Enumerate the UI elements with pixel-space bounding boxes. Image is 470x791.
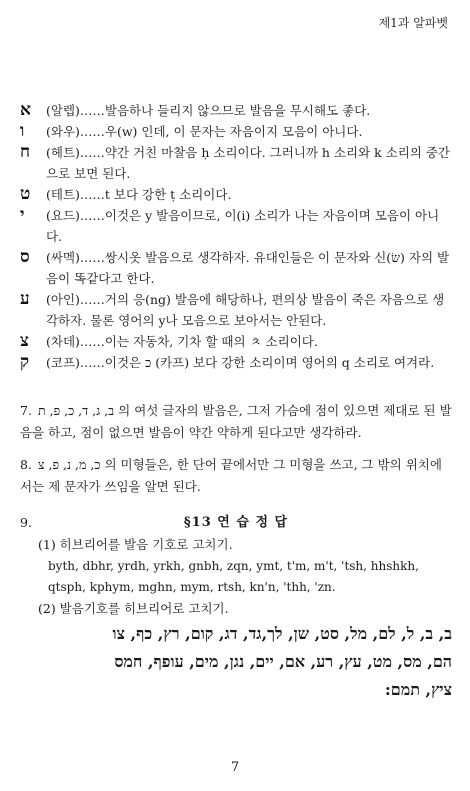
hebrew-letter: א [20,100,31,120]
exercise-1-heading: (1) 히브리어를 발음 기호로 고치기. [38,537,233,552]
paragraph-number: 9. [20,515,32,530]
exercise-2-heading: (2) 발음기호를 히브리어로 고치기. [38,601,229,616]
paragraph-7 [20,400,452,444]
hebrew-line-1: ב, ב, ל, לם, מל, סט, שן, לך,גד, דג, קום, רץ, כף, צו [112,624,452,643]
hebrew-line-3: ציץ, תמם: [384,680,452,699]
paragraph-text: כ, מ, נ, פ, צ 의 미형들은, 한 단어 끝에서만 그 미형을 쓰고, 그 밖의 위치에서는 제 문자가 쓰임을 알면 된다. [20,457,442,494]
entry-text: (아인)……거의 응(ng) 발음에 해당하나, 편의상 발음이 죽은 자음으로 생각하자. 물론 영어의 y나 모음으로 보아서는 안된다. [46,292,445,328]
paragraph-text: ב, ג, ד, כ, פ, ת 의 여섯 글자의 발음은, 그저 가슴에 점이 있으면 제대로 된 발음을 하고, 점이 없으면 발음이 약간 약하게 된다고만 생각하라. [20,403,452,440]
hebrew-letter: ח [20,142,31,162]
page-number: 7 [230,760,240,775]
hebrew-letter: ט [20,184,31,204]
entry-text: (와우)……우(w) 인데, 이 문자는 자음이지 모음이 아니다. [46,124,363,139]
answers-title: §13 연 습 정 답 [183,515,289,530]
entry-ayin [20,289,452,331]
hebrew-letter: צ [20,331,29,351]
section-9-answers [20,512,452,704]
transliteration-line-2: qtsph, kphym, mghn, mym, rtsh, kn'n, 'thh, 'zn. [48,580,336,594]
entry-text: (차데)……이는 자동차, 기차 할 때의 ㅊ 소리이다. [46,334,318,349]
hebrew-letter: ו [20,121,25,141]
entry-tet [20,184,452,205]
letter-entries [20,100,452,373]
entry-text: (코프)……이것은 כ (카프) 보다 강한 소리이며 영어의 q 소리로 여겨라. [46,355,435,370]
paragraph-number: 8. [20,457,32,472]
entry-text: (요드)……이것은 y 발음이므로, 이(i) 소리가 나는 자음이며 모음이 아니다. [46,208,440,244]
entry-yod [20,205,452,247]
transliteration-line-1: byth, dbhr, yrdh, yrkh, gnbh, zqn, ymt, t'm, m't, 'tsh, hhshkh, [48,559,419,573]
entry-samekh [20,247,452,289]
hebrew-letter: ע [20,289,30,309]
hebrew-letter: י [20,205,25,225]
paragraph-8 [20,454,452,498]
entry-het [20,142,452,184]
entry-qof [20,352,452,373]
hebrew-letter: ס [20,247,30,267]
entry-text: (테트)……t 보다 강한 ṭ 소리이다. [46,187,232,202]
paragraph-number: 7. [20,403,32,418]
entry-text: (헤트)……약간 거친 마찰음 ḥ 소리이다. 그러니까 h 소리와 k 소리의 중간으로 보면 된다. [46,145,451,181]
running-header: 제1과 알파벳 [378,16,448,30]
hebrew-letter: ק [20,352,30,372]
entry-tsade [20,331,452,352]
hebrew-line-2: הם, מס, מט, עץ, רע, אם, יים, נגן, מים, עופף, חמס [114,652,452,671]
entry-aleph [20,100,452,121]
entry-text: (싸멕)……쌍시옷 발음으로 생각하자. 유대인들은 이 문자와 신(שׂ) 자의 발음이 똑같다고 한다. [46,250,450,286]
entry-text: (알렙)……발음하나 들리지 않으므로 발음을 무시해도 좋다. [46,103,371,118]
entry-waw [20,121,452,142]
